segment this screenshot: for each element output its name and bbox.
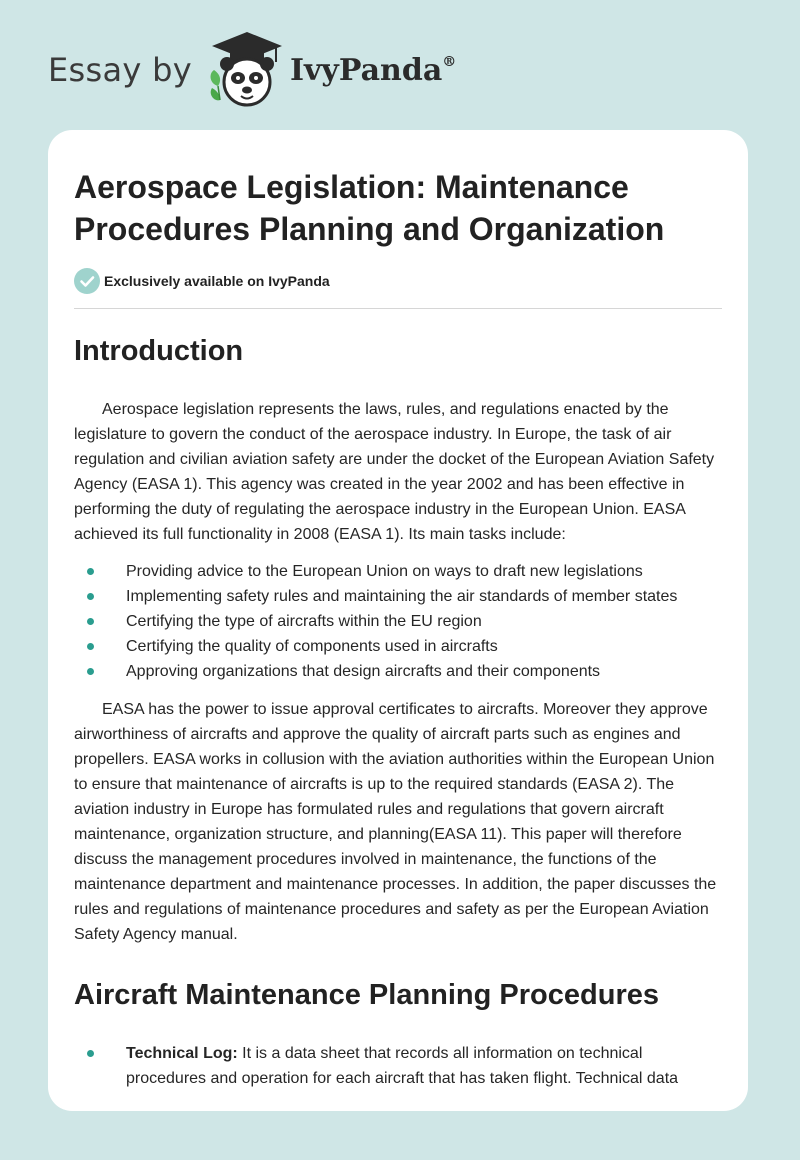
term-description: It is a data sheet that records all information on technical procedures and operation for each aircraft that has taken flight. Technical data: [126, 1045, 679, 1087]
list-item: Certifying the quality of components used in aircrafts: [74, 634, 722, 659]
checkmark-icon: [74, 268, 100, 294]
ivypanda-logo-icon[interactable]: [206, 30, 288, 110]
exclusive-badge: [74, 268, 722, 294]
planning-heading: Aircraft Maintenance Planning Procedures: [74, 979, 659, 1011]
term-label: Technical Log:: [126, 1045, 238, 1062]
registered-mark: ®: [442, 53, 457, 70]
list-item: [74, 1041, 722, 1091]
second-paragraph: EASA has the power to issue approval certificates to aircrafts. Moreover they approve airworthiness of aircrafts and approve the quality of aircraft parts such as engines and propellers. EASA works in collusion with the aviation authorities within the European Union to ensure that maintenance of aircrafts is up to the required standards (EASA 2). The aviation industry in Europe has formulated rules and regulations that govern aircraft maintenance, organization structure, and planning(EASA 11). This paper will therefore discuss the management procedures involved in maintenance, the functions of the maintenance department and maintenance processes. In addition, the paper discusses the rules and regulations of maintenance procedures and safety as per the European Aviation Safety Agency manual.: [74, 701, 717, 943]
intro-paragraph: Aerospace legislation represents the laws, rules, and regulations enacted by the legislature to govern the conduct of the aerospace industry. In Europe, the task of air regulation and civilian aviation safety are under the docket of the European Aviation Safety Agency (EASA 1). This agency was created in the year 2002 and has been effective in performing the duty of regulating the aerospace industry in the European Union. EASA achieved its full functionality in 2008 (EASA 1). Its main tasks include:: [74, 401, 715, 543]
tasks-list: [74, 559, 722, 684]
list-item: Providing advice to the European Union on ways to draft new legislations: [74, 559, 722, 584]
essay-title: Aerospace Legislation: Maintenance Procedures Planning and Organization: [74, 169, 665, 247]
bullet-icon: [87, 568, 94, 575]
bullet-icon: [87, 668, 94, 675]
title-divider: [74, 308, 722, 309]
brand-name[interactable]: IvyPanda®: [289, 52, 457, 88]
introduction-heading: Introduction: [74, 335, 244, 367]
bullet-icon: [87, 643, 94, 650]
bullet-icon: [87, 593, 94, 600]
exclusive-badge-text: Exclusively available on IvyPanda: [104, 273, 330, 289]
planning-list: [74, 1041, 722, 1091]
essay-card: [48, 130, 748, 1111]
list-item: Approving organizations that design aircrafts and their components: [74, 659, 722, 684]
list-item: Implementing safety rules and maintaining the air standards of member states: [74, 584, 722, 609]
list-item: Certifying the type of aircrafts within the EU region: [74, 609, 722, 634]
site-header: [48, 30, 456, 110]
essay-by-label: Essay by: [48, 51, 192, 89]
bullet-icon: [87, 618, 94, 625]
bullet-icon: [87, 1050, 94, 1057]
